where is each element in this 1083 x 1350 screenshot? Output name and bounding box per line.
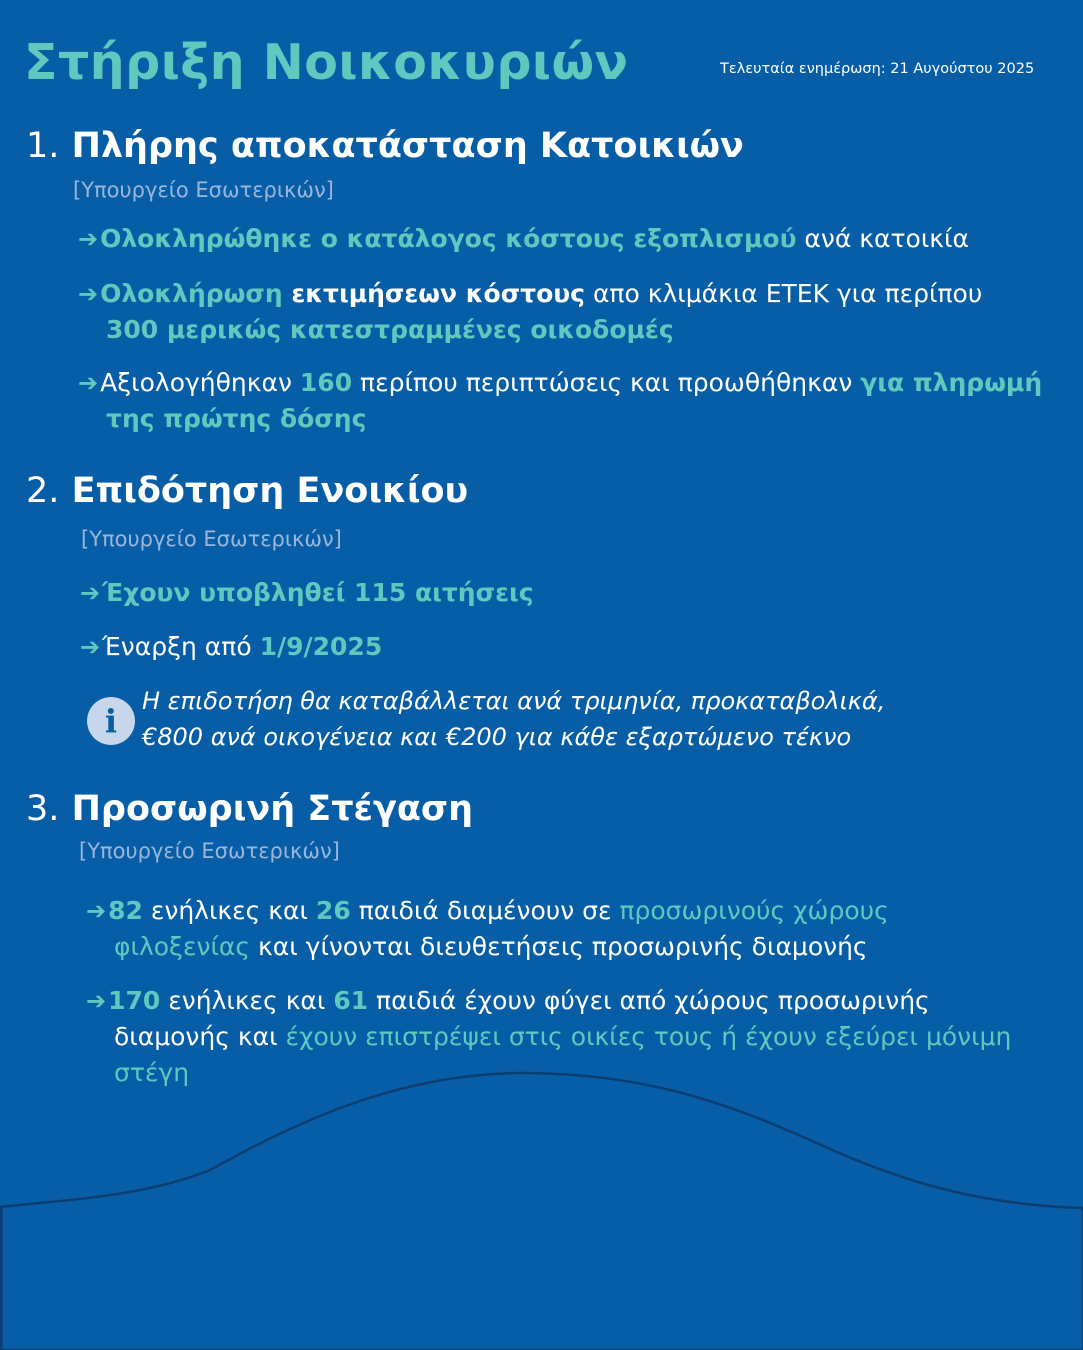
bullet-text: απο κλιμάκια ΕΤΕΚ για περίπου <box>585 279 983 308</box>
section-title: Επιδότηση Ενοικίου <box>71 471 469 511</box>
bullet-highlight: προσωρινούς χώρους <box>619 896 889 925</box>
bullet-text: περίπου περιπτώσεις και προωθήθηκαν <box>352 368 861 397</box>
bullet-date: 1/9/2025 <box>259 632 383 661</box>
bullet-highlight: έχουν επιστρέψει στις οικίες τους ή έχουν εξεύρει μόνιμη <box>285 1022 1012 1051</box>
arrow-right-icon: ➔ <box>78 369 99 397</box>
section-number: 1. <box>26 126 60 166</box>
section-3-ministry: [Υπουργείο Εσωτερικών] <box>79 839 340 863</box>
bullet-highlight: φιλοξενίας <box>114 932 251 961</box>
info-note-line: €800 ανά οικογένεια και €200 για κάθε εξαρτώμενο τέκνο <box>142 723 852 751</box>
arrow-right-icon: ➔ <box>86 897 107 925</box>
section-1-bullet-2 <box>78 276 1058 348</box>
section-3-heading <box>26 789 473 829</box>
bullet-number: 160 <box>299 368 353 397</box>
section-number: 3. <box>26 789 60 829</box>
bullet-number: 61 <box>333 986 369 1015</box>
bullet-highlight: για πληρωμή <box>860 368 1043 397</box>
bullet-bold: εκτιμήσεων κόστους <box>291 279 585 308</box>
section-2-heading <box>26 471 468 511</box>
bullet-highlight: Έχουν υποβληθεί 115 αιτήσεις <box>102 578 534 607</box>
bullet-text: παιδιά έχουν φύγει από χώρους προσωρινής <box>368 986 930 1015</box>
bullet-number: 170 <box>108 986 161 1015</box>
section-2-bullet-1 <box>80 575 980 611</box>
info-note-line: Η επιδοτήση θα καταβάλλεται ανά τριμηνία, προκαταβολικά, <box>142 687 886 715</box>
section-1-ministry: [Υπουργείο Εσωτερικών] <box>73 178 334 202</box>
bullet-text: ενήλικες και <box>160 986 334 1015</box>
arrow-right-icon: ➔ <box>86 987 107 1015</box>
arrow-right-icon: ➔ <box>80 633 101 661</box>
bullet-highlight: 300 μερικώς κατεστραμμένες οικοδομές <box>106 315 674 344</box>
section-title: Πλήρης αποκατάσταση Κατοικιών <box>71 126 744 166</box>
bullet-number: 82 <box>108 896 143 925</box>
section-2-bullet-2 <box>80 629 980 665</box>
section-title: Προσωρινή Στέγαση <box>71 789 474 829</box>
bullet-highlight: Ολοκλήρωση <box>100 279 292 308</box>
bullet-text: διαμονής και <box>114 1022 286 1051</box>
arrow-right-icon: ➔ <box>78 225 99 253</box>
bullet-text: Αξιολογήθηκαν <box>100 368 300 397</box>
page-title: Στήριξη Νοικοκυριών <box>24 34 629 91</box>
section-number: 2. <box>26 471 60 511</box>
arrow-right-icon: ➔ <box>80 579 101 607</box>
bullet-highlight: της πρώτης δόσης <box>106 404 367 433</box>
bullet-text: και γίνονται διευθετήσεις προσωρινής διαμονής <box>250 932 868 961</box>
section-1-heading <box>26 126 744 166</box>
info-icon: i <box>87 697 135 745</box>
bullet-highlight: Ολοκληρώθηκε ο κατάλογος κόστους εξοπλισμού <box>100 224 797 253</box>
bullet-text: ανά κατοικία <box>796 224 969 253</box>
info-note <box>142 683 942 755</box>
last-update-text: Τελευταία ενημέρωση: 21 Αυγούστου 2025 <box>720 61 1035 77</box>
section-1-bullet-1 <box>78 221 1058 257</box>
bullet-text: ενήλικες και <box>142 896 316 925</box>
section-1-bullet-3 <box>78 365 1068 437</box>
section-2-ministry: [Υπουργείο Εσωτερικών] <box>81 527 342 551</box>
section-3-bullet-1 <box>86 893 1056 965</box>
bullet-highlight: στέγη <box>114 1058 190 1087</box>
arrow-right-icon: ➔ <box>78 280 99 308</box>
bullet-text: Έναρξη από <box>102 632 260 661</box>
decorative-wave <box>0 1060 1083 1350</box>
bullet-number: 26 <box>315 896 351 925</box>
bullet-text: παιδιά διαμένουν σε <box>350 896 620 925</box>
